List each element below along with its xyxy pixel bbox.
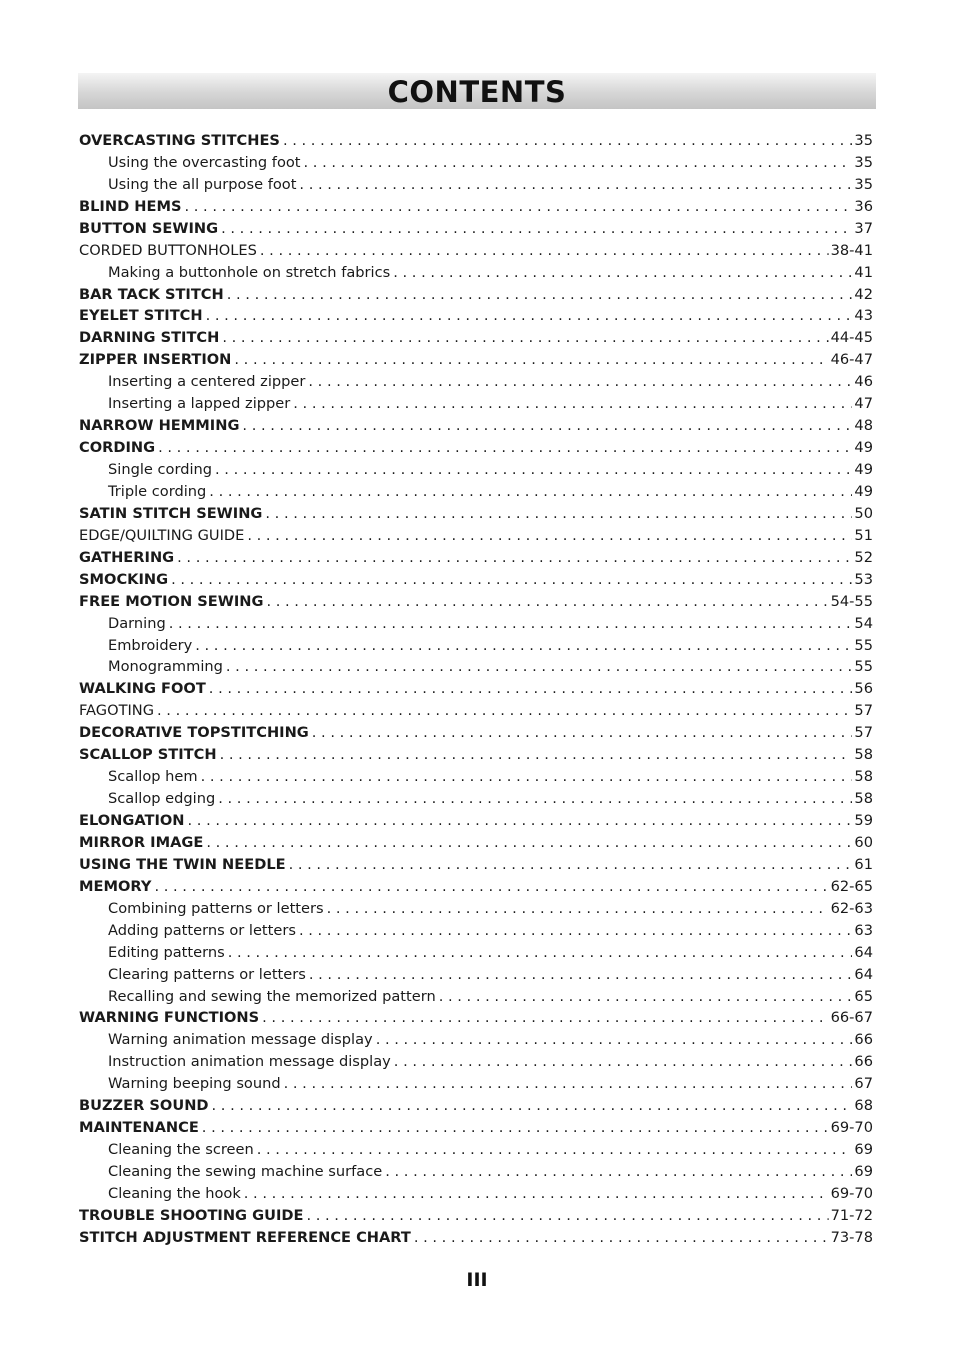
toc-entry-page: 62-63 [830, 899, 873, 917]
toc-entry-page: 54 [854, 614, 873, 632]
toc-entry-label: WARNING FUNCTIONS [79, 1009, 260, 1027]
toc-subentry[interactable] [79, 390, 873, 412]
toc-entry[interactable] [79, 237, 873, 259]
toc-entry-page: 46-47 [830, 351, 873, 369]
toc-entry-label: Cleaning the screen [108, 1141, 254, 1159]
toc-subentry[interactable] [79, 1136, 873, 1158]
dot-leader [385, 1163, 852, 1180]
dot-leader [226, 658, 853, 675]
toc-entry[interactable] [79, 566, 873, 588]
toc-subentry[interactable] [79, 895, 873, 917]
dot-leader [206, 307, 853, 324]
dot-leader [206, 834, 852, 851]
toc-entry[interactable] [79, 434, 873, 456]
toc-entry-page: 49 [854, 482, 873, 500]
toc-subentry[interactable] [79, 939, 873, 961]
toc-entry[interactable] [79, 544, 873, 566]
toc-entry-page: 73-78 [830, 1228, 873, 1246]
toc-entry-page: 49 [854, 439, 873, 457]
toc-entry-page: 69-70 [830, 1184, 873, 1202]
dot-leader [393, 264, 852, 281]
toc-entry-label: MIRROR IMAGE [79, 833, 204, 851]
toc-entry-page: 58 [854, 768, 873, 786]
dot-leader [234, 351, 828, 368]
toc-entry[interactable] [79, 281, 873, 303]
toc-entry-label: ZIPPER INSERTION [79, 351, 232, 369]
toc-entry[interactable] [79, 807, 873, 829]
toc-entry-label: BUZZER SOUND [79, 1097, 209, 1115]
dot-leader [209, 483, 852, 500]
toc-subentry[interactable] [79, 632, 873, 654]
toc-entry-label: Triple cording [108, 482, 207, 500]
dot-leader [394, 1053, 853, 1070]
toc-entry-page: 46 [854, 373, 873, 391]
toc-entry-label: NARROW HEMMING [79, 417, 240, 435]
dot-leader [299, 176, 852, 193]
dot-leader [293, 395, 852, 412]
toc-entry[interactable] [79, 829, 873, 851]
toc-entry[interactable] [79, 588, 873, 610]
toc-entry-label: Monogramming [108, 658, 223, 676]
toc-entry-page: 62-65 [830, 877, 873, 895]
toc-entry-page: 60 [854, 833, 873, 851]
dot-leader [299, 922, 852, 939]
toc-entry-label: Inserting a centered zipper [108, 373, 306, 391]
toc-entry[interactable] [79, 675, 873, 697]
dot-leader [184, 198, 852, 215]
dot-leader [222, 329, 828, 346]
toc-entry-label: MAINTENANCE [79, 1119, 199, 1137]
toc-entry-page: 47 [854, 395, 873, 413]
dot-leader [158, 439, 852, 456]
dot-leader [202, 1119, 829, 1136]
dot-leader [283, 132, 852, 149]
dot-leader [244, 1185, 829, 1202]
toc-entry-label: GATHERING [79, 548, 175, 566]
toc-subentry[interactable] [79, 785, 873, 807]
toc-entry-label: CORDED BUTTONHOLES [79, 241, 257, 259]
toc-entry-page: 57 [854, 702, 873, 720]
toc-entry-label: CORDING [79, 439, 156, 457]
toc-entry-label: Warning beeping sound [108, 1075, 281, 1093]
toc-entry-label: EYELET STITCH [79, 307, 203, 325]
toc-entry-page: 54-55 [830, 592, 873, 610]
toc-entry-label: SCALLOP STITCH [79, 746, 217, 764]
toc-entry-label: Scallop edging [108, 790, 216, 808]
dot-leader [284, 1075, 853, 1092]
toc-entry[interactable] [79, 215, 873, 237]
dot-leader [220, 746, 853, 763]
toc-entry-label: BAR TACK STITCH [79, 285, 224, 303]
toc-entry[interactable] [79, 851, 873, 873]
toc-subentry[interactable] [79, 171, 873, 193]
dot-leader [227, 286, 853, 303]
toc-entry-label: OVERCASTING STITCHES [79, 131, 280, 149]
toc-entry-label: Using the all purpose foot [108, 175, 297, 193]
dot-leader [376, 1031, 853, 1048]
toc-entry-label: USING THE TWIN NEEDLE [79, 855, 286, 873]
toc-entry-label: Combining patterns or letters [108, 899, 324, 917]
toc-entry-page: 61 [854, 855, 873, 873]
toc-entry[interactable] [79, 1114, 873, 1136]
toc-entry[interactable] [79, 346, 873, 368]
toc-entry-label: Warning animation message display [108, 1031, 373, 1049]
toc-entry-label: Instruction animation message display [108, 1053, 391, 1071]
toc-entry-page: 69 [854, 1163, 873, 1180]
toc-entry[interactable] [79, 127, 873, 149]
toc-entry[interactable] [79, 193, 873, 215]
toc-entry-page: 66-67 [830, 1009, 873, 1027]
dot-leader [171, 571, 852, 588]
dot-leader [257, 1141, 853, 1158]
table-of-contents [79, 127, 873, 1246]
toc-entry-page: 69-70 [830, 1119, 873, 1137]
toc-subentry[interactable] [79, 610, 873, 632]
toc-entry-label: Single cording [108, 461, 213, 478]
page-title: CONTENTS [387, 75, 567, 109]
dot-leader [201, 768, 853, 785]
toc-entry-page: 69 [854, 1141, 873, 1159]
toc-entry-label: SATIN STITCH SEWING [79, 504, 263, 522]
dot-leader [327, 900, 829, 917]
toc-entry-page: 55 [854, 636, 873, 654]
toc-subentry[interactable] [79, 983, 873, 1005]
toc-entry-label: Using the overcasting foot [108, 153, 301, 171]
toc-entry-page: 42 [854, 285, 873, 303]
toc-entry-label: DARNING STITCH [79, 329, 220, 347]
toc-entry[interactable] [79, 1005, 873, 1027]
toc-entry-page: 50 [854, 504, 873, 522]
dot-leader [212, 1097, 853, 1114]
toc-entry-page: 36 [854, 197, 873, 215]
toc-entry-page: 64 [854, 943, 873, 961]
dot-leader [304, 154, 853, 171]
toc-entry-page: 63 [854, 921, 873, 939]
dot-leader [262, 1009, 828, 1026]
dot-leader [289, 856, 853, 873]
toc-subentry[interactable] [79, 478, 873, 500]
dot-leader [306, 1207, 828, 1224]
toc-entry-label: EDGE/QUILTING GUIDE [79, 526, 245, 544]
dot-leader [265, 505, 852, 522]
dot-leader [308, 373, 852, 390]
toc-entry[interactable] [79, 412, 873, 434]
toc-entry-page: 55 [854, 658, 873, 676]
toc-entry-page: 57 [854, 724, 873, 742]
toc-entry[interactable] [79, 324, 873, 346]
toc-subentry[interactable] [79, 1070, 873, 1092]
toc-subentry[interactable] [79, 1048, 873, 1070]
toc-entry-page: 68 [854, 1097, 873, 1115]
toc-entry[interactable] [79, 1224, 873, 1246]
dot-leader [157, 702, 852, 719]
toc-entry-page: 59 [854, 812, 873, 829]
toc-entry-page: 52 [854, 548, 873, 566]
toc-entry-label: Adding patterns or letters [108, 921, 296, 939]
toc-entry-page: 67 [854, 1075, 873, 1093]
toc-subentry[interactable] [79, 917, 873, 939]
toc-entry-label: Clearing patterns or letters [108, 965, 306, 983]
toc-entry-label: WALKING FOOT [79, 680, 206, 698]
toc-entry-label: Darning [108, 614, 166, 632]
toc-subentry[interactable] [79, 259, 873, 281]
dot-leader [195, 637, 852, 654]
toc-subentry[interactable] [79, 1158, 873, 1180]
toc-entry-label: Embroidery [108, 636, 193, 654]
toc-entry-page: 41 [854, 263, 873, 281]
toc-entry-label: Cleaning the hook [108, 1184, 241, 1202]
dot-leader [247, 527, 852, 544]
toc-entry[interactable] [79, 719, 873, 741]
toc-entry-label: DECORATIVE TOPSTITCHING [79, 724, 309, 742]
dot-leader [312, 724, 853, 741]
toc-entry-page: 43 [854, 307, 873, 325]
toc-subentry[interactable] [79, 149, 873, 171]
toc-entry-page: 37 [854, 219, 873, 237]
toc-entry-label: Inserting a lapped zipper [108, 395, 291, 413]
toc-entry-label: TROUBLE SHOOTING GUIDE [79, 1206, 304, 1224]
toc-entry-page: 51 [854, 526, 873, 544]
toc-entry-label: Editing patterns [108, 943, 225, 961]
toc-subentry[interactable] [79, 456, 873, 478]
toc-entry-label: MEMORY [79, 877, 152, 895]
toc-entry-label: STITCH ADJUSTMENT REFERENCE CHART [79, 1228, 411, 1246]
dot-leader [169, 615, 853, 632]
toc-entry-page: 71-72 [830, 1206, 873, 1224]
toc-entry-label: FREE MOTION SEWING [79, 592, 264, 610]
toc-subentry[interactable] [79, 1026, 873, 1048]
toc-entry-label: BLIND HEMS [79, 197, 182, 215]
dot-leader [309, 966, 853, 983]
page-number: III [466, 1269, 488, 1291]
toc-subentry[interactable] [79, 654, 873, 676]
toc-entry-page: 44-45 [830, 329, 873, 347]
toc-entry-label: SMOCKING [79, 570, 169, 588]
toc-subentry[interactable] [79, 368, 873, 390]
dot-leader [242, 417, 852, 434]
toc-entry-label: ELONGATION [79, 812, 185, 829]
toc-entry[interactable] [79, 741, 873, 763]
dot-leader [188, 812, 853, 829]
toc-entry-page: 66 [854, 1031, 873, 1049]
toc-entry-page: 56 [854, 680, 873, 698]
toc-entry-page: 58 [854, 790, 873, 808]
toc-entry-label: FAGOTING [79, 702, 155, 720]
toc-entry-page: 49 [854, 461, 873, 478]
toc-entry-label: Scallop hem [108, 768, 198, 786]
toc-entry[interactable] [79, 697, 873, 719]
toc-entry-page: 35 [854, 153, 873, 171]
dot-leader [221, 220, 852, 237]
toc-entry-label: Making a buttonhole on stretch fabrics [108, 263, 391, 281]
toc-entry[interactable] [79, 1202, 873, 1224]
dot-leader [414, 1229, 829, 1246]
toc-entry-page: 35 [854, 175, 873, 193]
dot-leader [177, 549, 852, 566]
toc-entry-page: 58 [854, 746, 873, 764]
dot-leader [260, 242, 829, 259]
dot-leader [266, 593, 828, 610]
dot-leader [439, 988, 853, 1005]
dot-leader [215, 461, 852, 478]
dot-leader [228, 944, 853, 961]
toc-entry[interactable] [79, 303, 873, 325]
toc-entry[interactable] [79, 522, 873, 544]
toc-entry-page: 64 [854, 965, 873, 983]
toc-entry-page: 65 [854, 987, 873, 1005]
toc-entry-page: 35 [854, 131, 873, 149]
toc-entry-label: Cleaning the sewing machine surface [108, 1163, 383, 1180]
dot-leader [209, 680, 853, 697]
toc-entry-label: BUTTON SEWING [79, 219, 219, 237]
dot-leader [154, 878, 828, 895]
toc-entry-page: 53 [854, 570, 873, 588]
toc-entry[interactable] [79, 1092, 873, 1114]
toc-entry-page: 66 [854, 1053, 873, 1071]
toc-subentry[interactable] [79, 961, 873, 983]
toc-entry[interactable] [79, 873, 873, 895]
toc-entry-page: 38-41 [830, 241, 873, 259]
toc-subentry[interactable] [79, 1180, 873, 1202]
dot-leader [218, 790, 852, 807]
toc-subentry[interactable] [79, 763, 873, 785]
toc-entry-page: 48 [854, 417, 873, 435]
toc-entry[interactable] [79, 500, 873, 522]
toc-entry-label: Recalling and sewing the memorized pattern [108, 987, 436, 1005]
contents-header-bar [78, 73, 876, 109]
